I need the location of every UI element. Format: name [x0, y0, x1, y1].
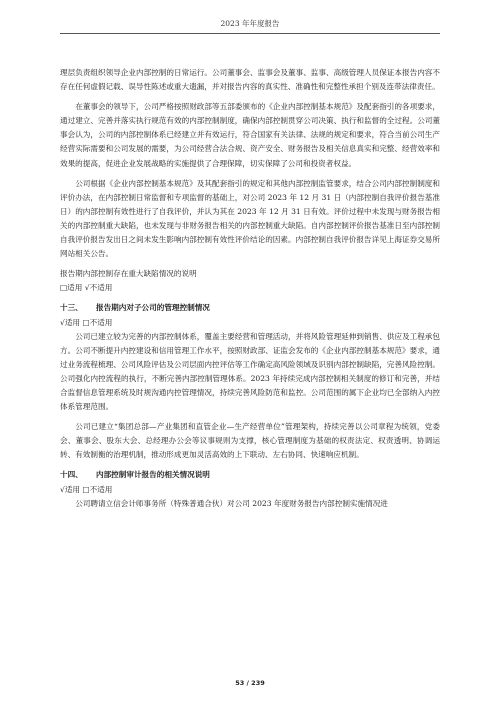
- section-14-paragraph-1: 公司聘请立信会计师事务所（特殊普通合伙）对公司 2023 年度财务报告内部控制实施情况进: [75, 498, 388, 508]
- page-header-title: 2023 年年度报告: [220, 19, 280, 28]
- section-13-paragraph-2: 公司已建立“集团总部—产业集团和直管企业—生产经营单位”管理架构，持续完善以公司章程为统领，党委会、董事会、股东大会、总经理办公会等议事规则为支撑，核心管理制度为基础的权责法定、权责透明、协调运转、有效制衡的治理机制，推动形成更加灵活高效的上下联动、左右协同、快速响应机制。: [60, 422, 440, 460]
- defect-applicability-check: □适用 √不适用: [60, 283, 113, 293]
- section-13-title: 报告期内对子公司的管理控制情况: [96, 303, 210, 313]
- section-13-applicability-check: √适用 □不适用: [60, 317, 113, 327]
- section-14-applicability-check: √适用 □不适用: [60, 484, 113, 494]
- section-13-paragraph-1: 公司已建立较为完善的内部控制体系，覆盖主要经营和管理活动，并将风险管理延伸到销售、供应及工程承包方。公司不断提升内控建设和信用管理工作水平，按照财政部、证监会发布的《企业内部控制基本规范》要求，通过业务流程梳理、公司风险评估及公司层面内控评估等工作确定高风险领域及识别内部控制缺陷，完善风险控制。公司强化内控流程的执行，不断完善内部控制管理体系。2023 年持续完成内部控制相关制度的修订和完善，并结合监督信息管理系统及时规沟通内控管理情况，持续完善风险防范和监控。公司范围的属下企业均已全部纳入内控体系管理范围。: [60, 331, 440, 412]
- paragraph-self-evaluation: 公司根据《企业内部控制基本规范》及其配套指引的规定和其他内部控制监管要求，结合公司内部控制制度和评价办法，在内部控制日常监督和专项监督的基础上，对公司 2023 年 12 月 31 日（内部控制自我评价报告基准日）的内部控制有效性进行了自我评价，并认为其在 2023 年 12 月 31 日有效。评价过程中未发现与财务报告相关的内部控制重大缺陷，也未发现与非财务报告相关的内部控制重大缺陷。自内部控制评价报告基准日至内部控制自我评价报告发出日之间未发生影响内部控制有效性评价结论的因素。内部控制自我评价报告详见上海证券交易所网站相关公告。: [60, 178, 440, 259]
- page-number: 53 / 239: [235, 679, 265, 687]
- section-13-number: 十三、: [60, 303, 83, 313]
- section-14-title: 内部控制审计报告的相关情况说明: [96, 470, 210, 480]
- section-14-number: 十四、: [60, 470, 83, 480]
- header-divider: [60, 33, 440, 34]
- section-13-heading: [60, 301, 440, 315]
- paragraph-management-responsibility: 理层负责组织领导企业内部控制的日常运行。公司董事会、监事会及董事、监事、高级管理人员保证本报告内容不存在任何虚假记载、误导性陈述或重大遗漏，并对报告内容的真实性、准确性和完整性承担个别及连带法律责任。: [60, 68, 440, 92]
- paragraph-board-leadership: 在董事会的领导下，公司严格按照财政部等五部委颁布的《企业内部控制基本规范》及配套指引的各项要求，通过建立、完善并落实执行规范有效的内部控制制度，确保内部控制贯穿公司决策、执行和监督的全过程。公司董事会认为，公司的内部控制体系已经建立并有效运行，符合国家有关法律、法规的规定和要求，符合当前公司生产经营实际需要和公司发展的需要，为公司经营合法合规、资产安全、财务报告及相关信息真实和完整、经营效率和效果的提高，促进企业发展战略的实施提供了合理保障，切实保障了公司和投资者权益。: [60, 102, 440, 168]
- document-body: [60, 66, 440, 511]
- defect-statement-label: 报告期内部控制存在重大缺陷情况的说明: [60, 269, 197, 279]
- section-14-heading: [60, 468, 440, 482]
